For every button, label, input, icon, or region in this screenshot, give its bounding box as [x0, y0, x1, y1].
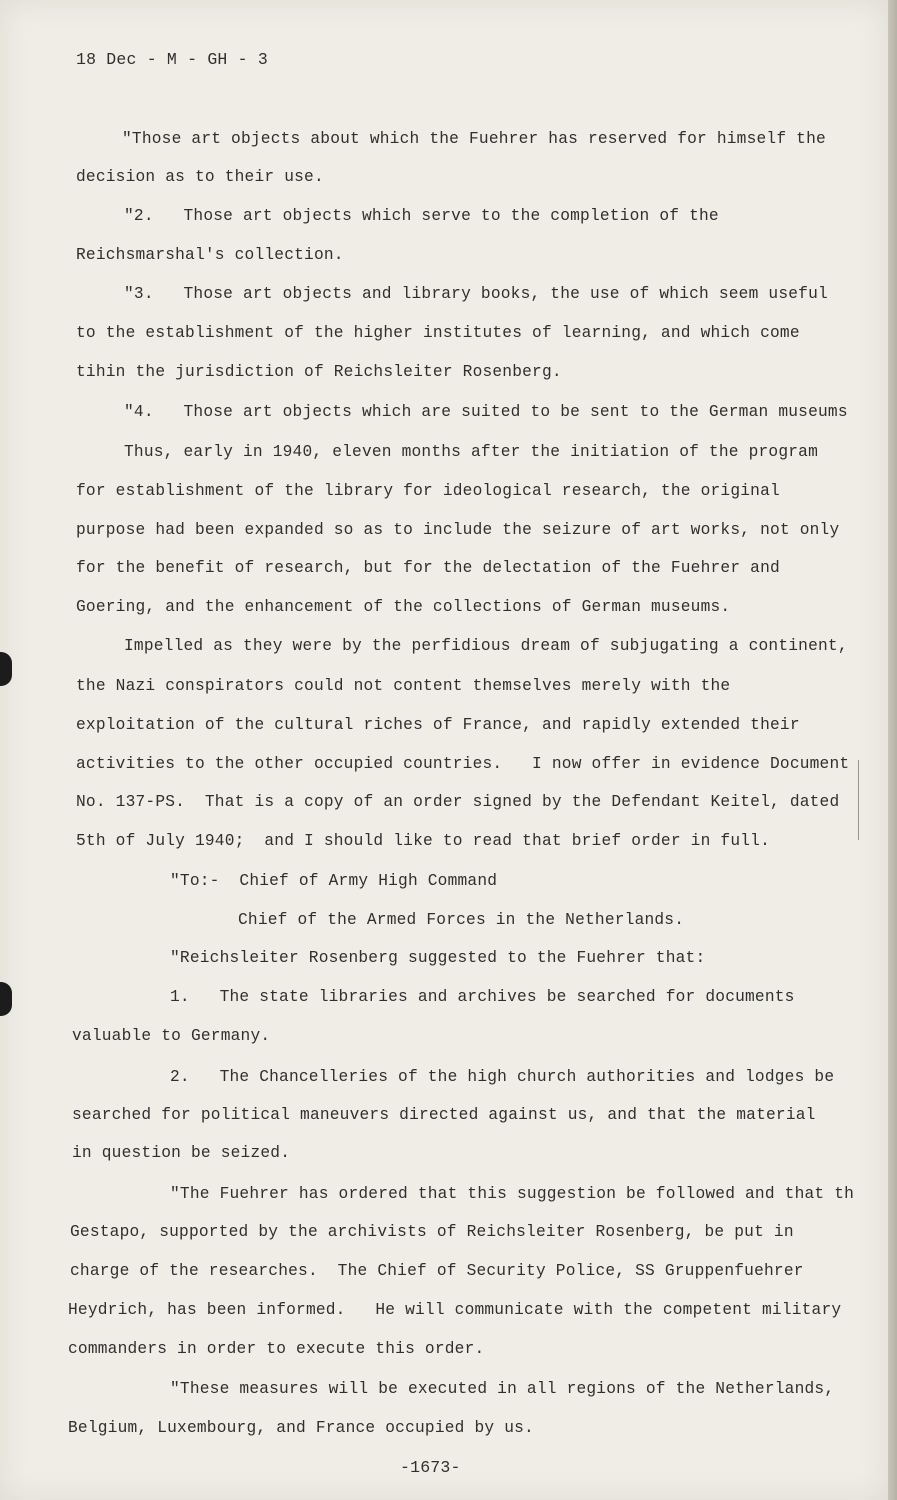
text-line: "Reichsleiter Rosenberg suggested to the Fuehrer that:: [170, 949, 706, 967]
text-line: "These measures will be executed in all regions of the Netherlands,: [170, 1380, 835, 1398]
text-line: purpose had been expanded so as to include the seizure of art works, not only: [76, 521, 840, 539]
text-line: Impelled as they were by the perfidious dream of subjugating a continent,: [124, 637, 848, 655]
text-line: Reichsmarshal's collection.: [76, 246, 344, 264]
text-line: No. 137-PS. That is a copy of an order signed by the Defendant Keitel, dated: [76, 793, 840, 811]
text-line: "The Fuehrer has ordered that this suggestion be followed and that th: [170, 1185, 855, 1203]
text-line: Belgium, Luxembourg, and France occupied by us.: [68, 1419, 534, 1437]
text-line: exploitation of the cultural riches of France, and rapidly extended their: [76, 716, 800, 734]
text-line: 1. The state libraries and archives be searched for documents: [170, 988, 795, 1006]
page-number: -1673-: [400, 1458, 461, 1477]
text-line: the Nazi conspirators could not content themselves merely with the: [76, 677, 731, 695]
text-line: for establishment of the library for ideological research, the original: [76, 482, 780, 500]
text-line: for the benefit of research, but for the delectation of the Fuehrer and: [76, 559, 780, 577]
text-line: searched for political maneuvers directed against us, and that the material: [72, 1106, 816, 1124]
punch-hole: [0, 652, 12, 686]
text-line: Heydrich, has been informed. He will communicate with the competent military: [68, 1301, 842, 1319]
text-line: Thus, early in 1940, eleven months after the initiation of the program: [124, 443, 818, 461]
text-line: 2. The Chancelleries of the high church authorities and lodges be: [170, 1068, 835, 1086]
text-line: Chief of the Armed Forces in the Netherlands.: [238, 911, 685, 929]
text-line: to the establishment of the higher institutes of learning, and which come: [76, 324, 800, 342]
text-line: in question be seized.: [72, 1144, 291, 1162]
text-line: commanders in order to execute this order.: [68, 1340, 485, 1358]
text-line: decision as to their use.: [76, 168, 324, 186]
text-line: "2. Those art objects which serve to the completion of the: [124, 207, 719, 225]
punch-hole: [0, 982, 12, 1016]
text-line: charge of the researches. The Chief of Security Police, SS Gruppenfuehrer: [70, 1262, 804, 1280]
text-line: Goering, and the enhancement of the collections of German museums.: [76, 598, 731, 616]
text-line: valuable to Germany.: [72, 1027, 271, 1045]
text-line: "To:- Chief of Army High Command: [170, 872, 498, 890]
margin-mark: [858, 760, 859, 840]
text-line: tihin the jurisdiction of Reichsleiter Rosenberg.: [76, 363, 562, 381]
text-line: "4. Those art objects which are suited to be sent to the German museums: [124, 403, 848, 421]
text-line: Gestapo, supported by the archivists of Reichsleiter Rosenberg, be put in: [70, 1223, 794, 1241]
text-line: 5th of July 1940; and I should like to read that brief order in full.: [76, 832, 770, 850]
text-line: "3. Those art objects and library books, the use of which seem useful: [124, 285, 828, 303]
paper-edge: [888, 0, 897, 1500]
page-header: 18 Dec - M - GH - 3: [76, 50, 268, 69]
text-line: "Those art objects about which the Fuehrer has reserved for himself the: [122, 130, 826, 148]
text-line: activities to the other occupied countries. I now offer in evidence Document: [76, 755, 850, 773]
